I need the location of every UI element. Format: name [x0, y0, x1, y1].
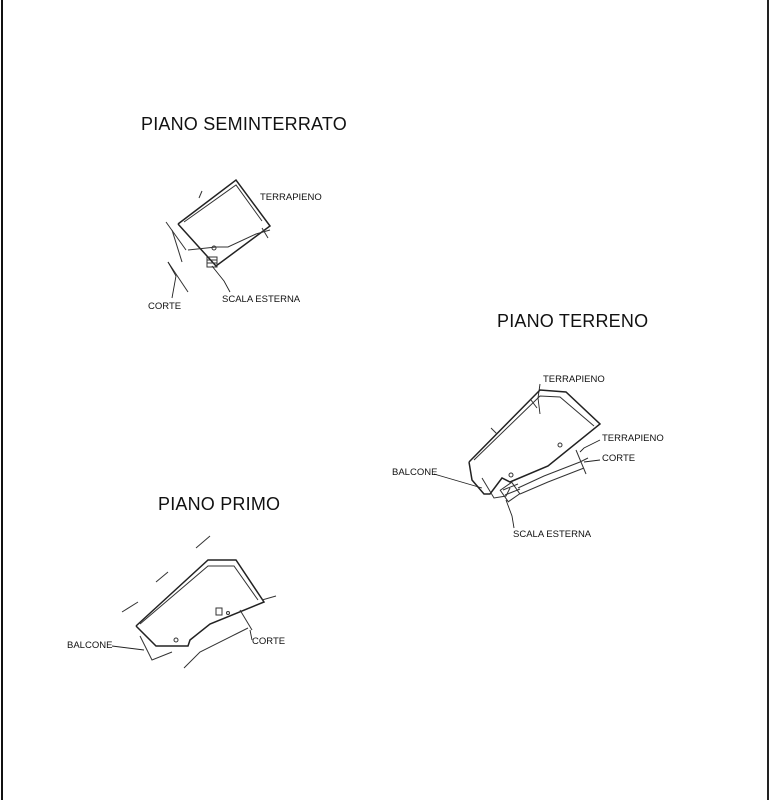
label-seminterrato-corte: CORTE: [148, 301, 182, 312]
title-piano-terreno: PIANO TERRENO: [497, 311, 649, 331]
plan-seminterrato-drawing: [166, 180, 270, 298]
label-terreno-terrapieno-right: TERRAPIENO: [602, 433, 664, 444]
label-primo-corte: CORTE: [252, 636, 286, 647]
label-terreno-corte: CORTE: [602, 453, 636, 464]
plan-primo-drawing: [112, 536, 276, 668]
label-seminterrato-terrapieno: TERRAPIENO: [260, 192, 322, 203]
label-seminterrato-scala-esterna: SCALA ESTERNA: [222, 294, 301, 305]
label-terreno-scala-esterna: SCALA ESTERNA: [513, 529, 592, 540]
title-piano-seminterrato: PIANO SEMINTERRATO: [141, 114, 347, 134]
label-terreno-terrapieno-top: TERRAPIENO: [543, 374, 605, 385]
plan-terreno-drawing: [434, 384, 600, 528]
label-primo-balcone: BALCONE: [67, 640, 113, 651]
title-piano-primo: PIANO PRIMO: [158, 494, 281, 514]
label-terreno-balcone: BALCONE: [392, 467, 438, 478]
